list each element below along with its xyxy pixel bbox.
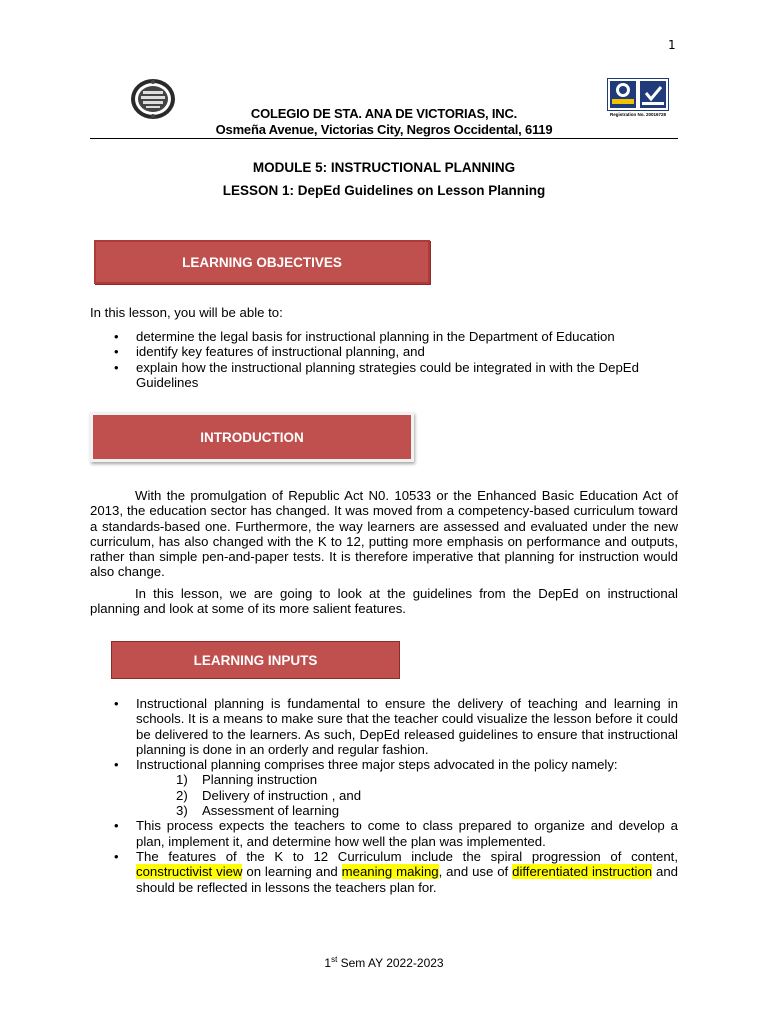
learning-objectives-heading: LEARNING OBJECTIVES xyxy=(182,254,342,270)
highlighted-term: constructivist view xyxy=(136,864,243,880)
introduction-paragraph: With the promulgation of Republic Act N0. 10533 or the Enhanced Basic Education Act of 2013, the education sector has changed. It was moved from a competency-based curriculum toward a standards-based one. Furthermore, the way learners are assessed and evaluated under the new curriculum, has also changed with the K to 12, putting more emphasis on performance and outputs, rather than simple pen-and-paper tests. It is therefore imperative that planning for instruction would also change. xyxy=(90,488,678,580)
step-text: Planning instruction xyxy=(202,772,318,788)
list-item: • Instructional planning comprises three major steps advocated in the policy namely: xyxy=(90,757,678,772)
certification-registration-number: Registration No. 20016728 xyxy=(609,112,667,117)
list-item: • explain how the instructional planning strategies could be integrated in with the DepEd Guidelines xyxy=(90,360,678,391)
learning-objectives-banner xyxy=(94,240,430,284)
introduction-heading: INTRODUCTION xyxy=(200,429,304,445)
footer-number: 1 xyxy=(324,956,332,970)
footer-ordinal: st xyxy=(331,955,338,964)
page-number: 1 xyxy=(668,38,676,52)
step-number: 1) xyxy=(176,772,188,788)
objectives-list xyxy=(90,329,678,390)
list-item xyxy=(90,849,678,895)
step-number: 2) xyxy=(176,787,188,803)
lesson-title: LESSON 1: DepEd Guidelines on Lesson Planning xyxy=(222,183,546,198)
features-text: on learning and xyxy=(242,864,342,880)
list-item: • Instructional planning is fundamental to ensure the delivery of teaching and learning in schools. It is a means to make sure that the teacher could visualize the lesson before it could be delivered to the learners. As such, DepEd released guidelines to ensure that instructional planning is done in an orderly and regular fashion. xyxy=(90,696,678,757)
step-item xyxy=(90,788,678,803)
features-text: , and use of xyxy=(438,864,513,880)
introduction-paragraph: In this lesson, we are going to look at the guidelines from the DepEd on instructional planning and look at some of its more salient features. xyxy=(90,586,678,617)
introduction-banner xyxy=(90,412,414,462)
highlighted-term: differentiated instruction xyxy=(512,864,653,880)
learning-inputs-banner xyxy=(111,641,400,679)
step-text: Assessment of learning xyxy=(202,803,340,819)
module-title: MODULE 5: INSTRUCTIONAL PLANNING xyxy=(252,160,516,175)
footer-text: Sem AY 2022-2023 xyxy=(337,956,444,970)
list-item: • identify key features of instructional planning, and xyxy=(90,344,678,359)
step-text: Delivery of instruction , and xyxy=(202,787,362,803)
objectives-lead: In this lesson, you will be able to: xyxy=(90,305,283,320)
step-number: 3) xyxy=(176,803,188,819)
learning-inputs-content xyxy=(90,696,678,895)
footer-semester xyxy=(90,955,678,970)
step-item xyxy=(90,772,678,787)
learning-inputs-heading: LEARNING INPUTS xyxy=(193,652,318,668)
features-text: The features of the K to 12 Curriculum include the spiral progression of content, xyxy=(136,848,678,864)
steps-list xyxy=(90,772,678,818)
highlighted-term: meaning making xyxy=(341,864,439,880)
list-item: • This process expects the teachers to come to class prepared to organize and develop a plan, implement it, and determine how well the plan was implemented. xyxy=(90,818,678,849)
features-text: and should be reflected in lessons the teachers plan for. xyxy=(136,864,678,895)
school-address: Osmeña Avenue, Victorias City, Negros Occidental, 6119 xyxy=(215,122,553,137)
school-name: COLEGIO DE STA. ANA DE VICTORIAS, INC. xyxy=(250,106,518,121)
list-item: • determine the legal basis for instructional planning in the Department of Education xyxy=(90,329,678,344)
step-item xyxy=(90,803,678,818)
header-divider xyxy=(90,138,678,139)
